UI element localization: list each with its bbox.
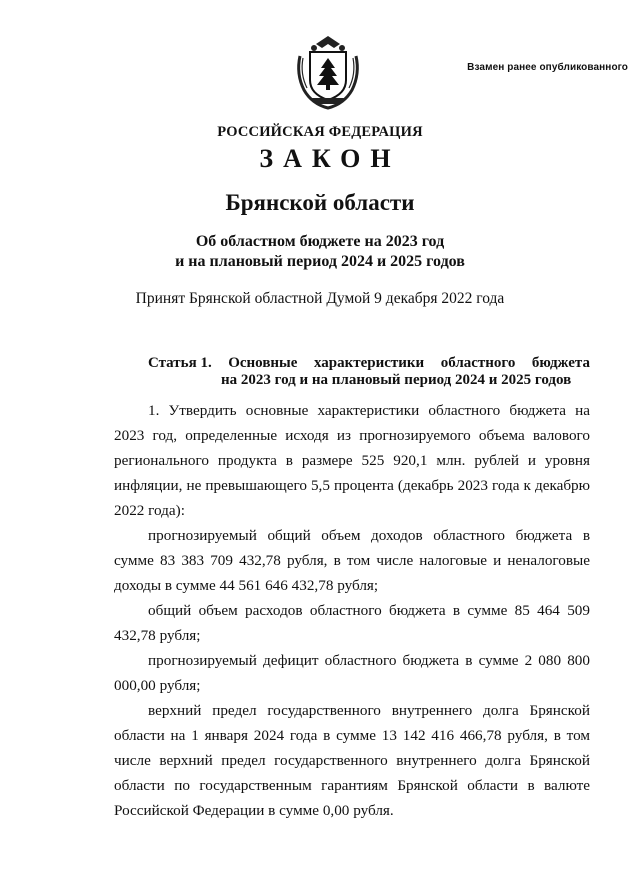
paragraph: 1. Утвердить основные характеристики областного бюджета на 2023 год, определенные исходя из прогнозируемого объема валового регионального продукта в размере 525 920,1 млн. рублей и уровня инфляции, не превышающего 5,5 процента (декабрь 2023 года к декабрю 2022 года): — [114, 402, 590, 519]
law-subject-line-1: Об областном бюджете на 2023 год — [195, 233, 445, 250]
paragraph: верхний предел государственного внутреннего долга Брянской области на 1 января 2024 года в сумме 13 142 416 466,78 рубля, в том числе верхний предел государственного внутреннего долга Брянской области по государственным гарантиям Брянской области в валюте Российской Федерации в сумме 0,00 рубля. — [114, 702, 590, 819]
article-heading-word: Основные — [228, 355, 298, 371]
region-heading: Брянской области — [225, 190, 415, 215]
article-heading-line-2: на 2023 год и на плановый период 2024 и 2025 годов — [221, 372, 572, 388]
law-subject — [0, 232, 640, 272]
country-heading: РОССИЙСКАЯ ФЕДЕРАЦИЯ — [217, 124, 423, 140]
paragraph: прогнозируемый общий объем доходов областного бюджета в сумме 83 383 709 432,78 рубля, в том числе налоговые и неналоговые доходы в сумме 44 561 646 432,78 рубля; — [114, 527, 590, 594]
coat-of-arms-icon — [294, 34, 362, 112]
article-heading-word: характеристики — [313, 355, 425, 371]
paragraph: общий объем расходов областного бюджета в сумме 85 464 509 432,78 рубля; — [114, 602, 590, 644]
paragraph: прогнозируемый дефицит областного бюджета в сумме 2 080 800 000,00 рубля; — [114, 652, 590, 694]
article-heading-word: бюджета — [531, 355, 590, 371]
law-heading: ЗАКОН — [259, 144, 401, 173]
article-heading-word: областного — [440, 355, 516, 371]
article-body — [114, 398, 590, 823]
law-subject-line-2: и на плановый период 2024 и 2025 годов — [175, 253, 465, 270]
adoption-note: Принят Брянской областной Думой 9 декабря 2022 года — [135, 290, 505, 307]
article-label: Статья 1. — [148, 355, 212, 371]
replacement-note: Взамен ранее опубликованного — [467, 62, 628, 73]
article-heading — [148, 355, 590, 389]
